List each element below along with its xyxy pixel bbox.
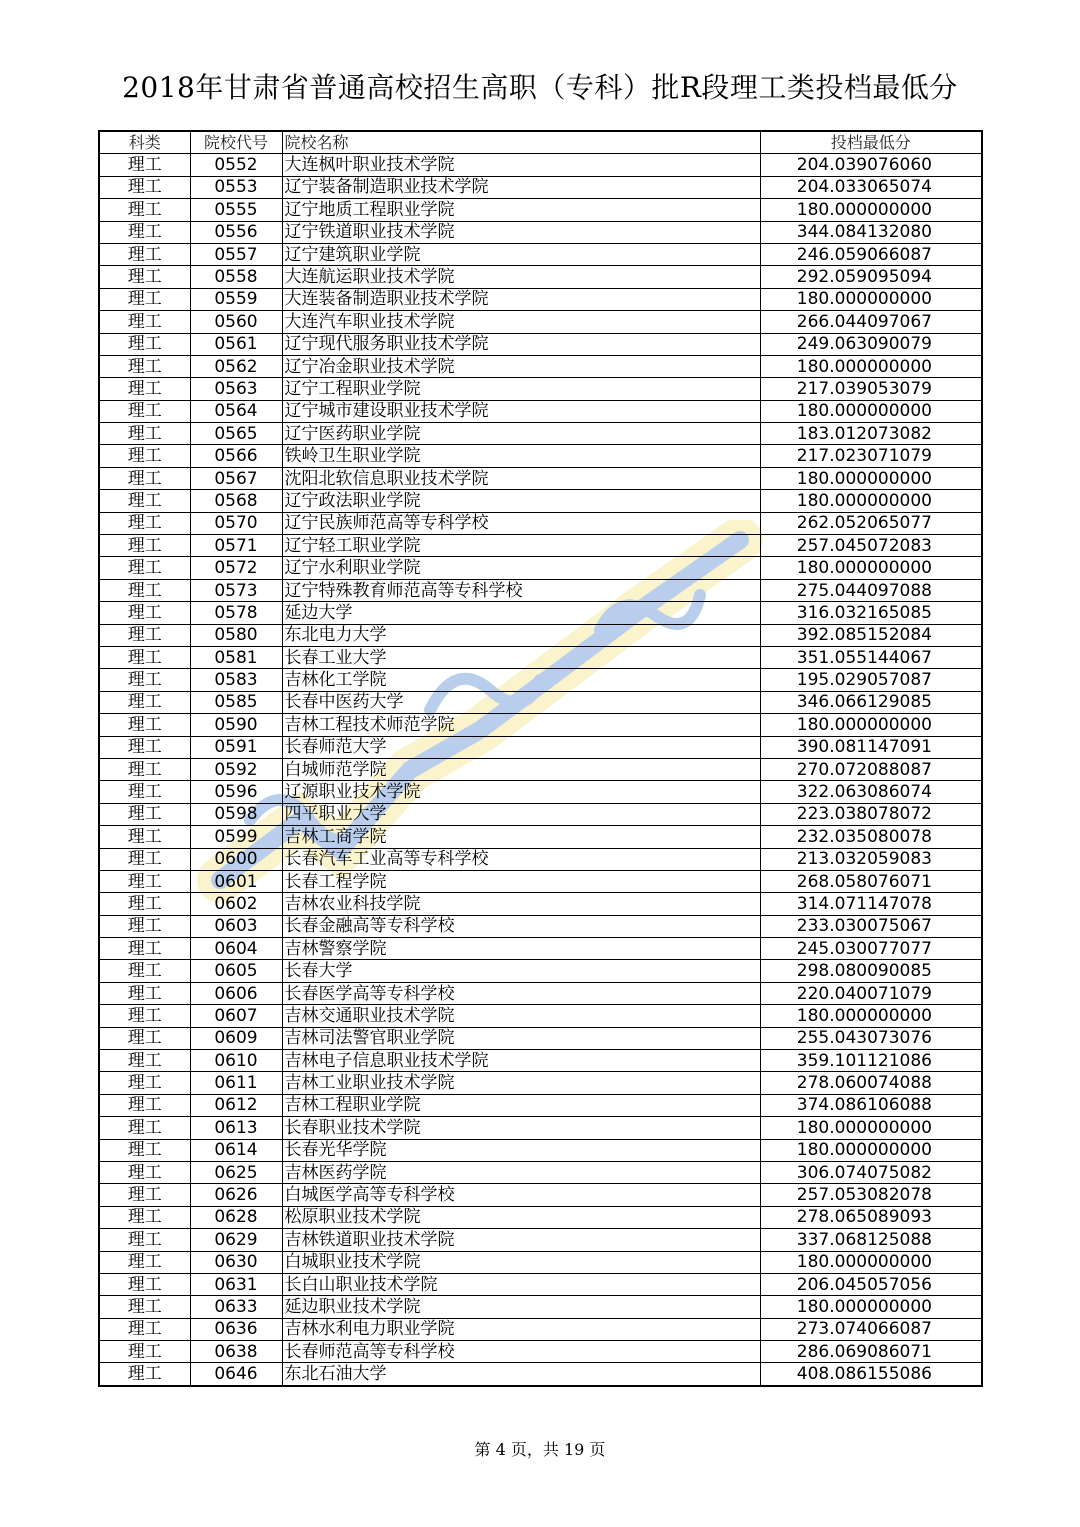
cell-category: 理工 [99,1363,190,1386]
cell-category: 理工 [99,154,190,176]
cell-category: 理工 [99,579,190,601]
cell-min-score: 278.060074088 [760,1072,982,1094]
cell-school-name: 白城师范学院 [282,758,760,780]
cell-school-code: 0568 [190,490,282,512]
cell-school-name: 延边大学 [282,602,760,624]
table-header-row [99,131,982,154]
cell-min-score: 266.044097067 [760,311,982,333]
cell-category: 理工 [99,669,190,691]
cell-school-code: 0602 [190,893,282,915]
page-title: 2018年甘肃省普通高校招生高职（专科）批R段理工类投档最低分 [122,71,958,104]
cell-school-name: 白城医学高等专科学校 [282,1184,760,1206]
cell-category: 理工 [99,333,190,355]
cell-school-code: 0583 [190,669,282,691]
table-row [99,467,982,489]
cell-school-code: 0555 [190,199,282,221]
cell-min-score: 337.068125088 [760,1229,982,1251]
cell-school-code: 0596 [190,781,282,803]
cell-school-code: 0603 [190,915,282,937]
cell-min-score: 180.000000000 [760,400,982,422]
cell-min-score: 217.023071079 [760,445,982,467]
cell-min-score: 180.000000000 [760,1005,982,1027]
cell-category: 理工 [99,1273,190,1295]
cell-category: 理工 [99,736,190,758]
cell-min-score: 344.084132080 [760,221,982,243]
cell-school-code: 0599 [190,826,282,848]
cell-min-score: 180.000000000 [760,467,982,489]
cell-min-score: 180.000000000 [760,714,982,736]
cell-school-code: 0590 [190,714,282,736]
cell-school-code: 0561 [190,333,282,355]
table-row [99,624,982,646]
cell-school-code: 0613 [190,1117,282,1139]
cell-school-name: 大连装备制造职业技术学院 [282,288,760,310]
cell-school-name: 辽宁医药职业学院 [282,423,760,445]
cell-category: 理工 [99,960,190,982]
cell-school-name: 辽宁政法职业学院 [282,490,760,512]
table-row [99,512,982,534]
table-row [99,1296,982,1318]
cell-school-name: 辽宁民族师范高等专科学校 [282,512,760,534]
table-row [99,243,982,265]
cell-category: 理工 [99,1027,190,1049]
table-row [99,176,982,198]
cell-school-name: 吉林工程职业学院 [282,1094,760,1116]
cell-min-score: 257.053082078 [760,1184,982,1206]
cell-min-score: 351.055144067 [760,646,982,668]
cell-min-score: 249.063090079 [760,333,982,355]
cell-school-code: 0560 [190,311,282,333]
cell-school-code: 0580 [190,624,282,646]
cell-school-name: 长春中医药大学 [282,691,760,713]
cell-school-code: 0626 [190,1184,282,1206]
cell-category: 理工 [99,691,190,713]
cell-school-code: 0636 [190,1318,282,1340]
table-row [99,1117,982,1139]
cell-min-score: 270.072088087 [760,758,982,780]
cell-school-name: 吉林警察学院 [282,938,760,960]
cell-category: 理工 [99,646,190,668]
cell-school-name: 吉林工业职业技术学院 [282,1072,760,1094]
table-row [99,893,982,915]
cell-school-name: 辽宁装备制造职业技术学院 [282,176,760,198]
header-category: 科类 [99,131,190,154]
table-row [99,646,982,668]
table-row [99,199,982,221]
cell-school-code: 0600 [190,848,282,870]
table-row [99,490,982,512]
cell-min-score: 255.043073076 [760,1027,982,1049]
cell-min-score: 233.030075067 [760,915,982,937]
cell-min-score: 275.044097088 [760,579,982,601]
cell-min-score: 314.071147078 [760,893,982,915]
cell-min-score: 180.000000000 [760,1117,982,1139]
cell-school-code: 0563 [190,378,282,400]
cell-school-name: 辽宁特殊教育师范高等专科学校 [282,579,760,601]
table-row [99,826,982,848]
table-row [99,221,982,243]
cell-min-score: 204.039076060 [760,154,982,176]
cell-school-code: 0552 [190,154,282,176]
cell-min-score: 359.101121086 [760,1050,982,1072]
table-row [99,602,982,624]
cell-school-name: 白城职业技术学院 [282,1251,760,1273]
cell-min-score: 292.059095094 [760,266,982,288]
cell-min-score: 268.058076071 [760,870,982,892]
cell-school-code: 0633 [190,1296,282,1318]
cell-min-score: 257.045072083 [760,535,982,557]
cell-school-code: 0581 [190,646,282,668]
cell-school-name: 吉林交通职业技术学院 [282,1005,760,1027]
cell-school-name: 辽宁水利职业学院 [282,557,760,579]
cell-school-name: 辽宁建筑职业学院 [282,243,760,265]
cell-school-name: 长春光华学院 [282,1139,760,1161]
cell-school-name: 吉林水利电力职业学院 [282,1318,760,1340]
table-row [99,848,982,870]
table-row [99,557,982,579]
cell-category: 理工 [99,758,190,780]
cell-school-name: 辽宁冶金职业技术学院 [282,355,760,377]
cell-min-score: 206.045057056 [760,1273,982,1295]
cell-school-name: 吉林工程技术师范学院 [282,714,760,736]
cell-school-name: 长春师范大学 [282,736,760,758]
cell-school-name: 长春金融高等专科学校 [282,915,760,937]
cell-school-code: 0585 [190,691,282,713]
cell-category: 理工 [99,199,190,221]
table-row [99,378,982,400]
table-row [99,535,982,557]
cell-school-name: 铁岭卫生职业学院 [282,445,760,467]
cell-school-name: 东北石油大学 [282,1363,760,1386]
cell-school-name: 大连枫叶职业技术学院 [282,154,760,176]
table-row [99,1161,982,1183]
cell-school-name: 东北电力大学 [282,624,760,646]
table-row [99,714,982,736]
table-row [99,938,982,960]
table-row [99,1251,982,1273]
cell-category: 理工 [99,1318,190,1340]
cell-min-score: 180.000000000 [760,1251,982,1273]
table-row [99,1273,982,1295]
cell-school-code: 0638 [190,1341,282,1363]
header-school-name: 院校名称 [282,131,760,154]
cell-category: 理工 [99,1161,190,1183]
table-row [99,1072,982,1094]
cell-category: 理工 [99,1296,190,1318]
cell-school-code: 0559 [190,288,282,310]
cell-min-score: 183.012073082 [760,423,982,445]
cell-category: 理工 [99,624,190,646]
cell-category: 理工 [99,467,190,489]
cell-category: 理工 [99,1229,190,1251]
cell-category: 理工 [99,826,190,848]
cell-school-name: 长春大学 [282,960,760,982]
cell-category: 理工 [99,1251,190,1273]
cell-school-code: 0592 [190,758,282,780]
cell-school-name: 辽源职业技术学院 [282,781,760,803]
cell-school-name: 沈阳北软信息职业技术学院 [282,467,760,489]
cell-school-code: 0578 [190,602,282,624]
table-row [99,870,982,892]
cell-min-score: 195.029057087 [760,669,982,691]
cell-min-score: 286.069086071 [760,1341,982,1363]
cell-min-score: 306.074075082 [760,1161,982,1183]
table-row [99,1318,982,1340]
cell-min-score: 278.065089093 [760,1206,982,1228]
cell-school-code: 0628 [190,1206,282,1228]
cell-school-name: 吉林司法警官职业学院 [282,1027,760,1049]
cell-min-score: 180.000000000 [760,288,982,310]
table-row [99,1184,982,1206]
cell-category: 理工 [99,557,190,579]
cell-min-score: 232.035080078 [760,826,982,848]
table-row [99,400,982,422]
table-row [99,1094,982,1116]
cell-school-code: 0564 [190,400,282,422]
table-row [99,1341,982,1363]
cell-school-code: 0573 [190,579,282,601]
cell-category: 理工 [99,400,190,422]
cell-min-score: 217.039053079 [760,378,982,400]
cell-school-code: 0556 [190,221,282,243]
cell-school-code: 0606 [190,982,282,1004]
cell-min-score: 246.059066087 [760,243,982,265]
table-row [99,781,982,803]
cell-school-code: 0553 [190,176,282,198]
cell-category: 理工 [99,311,190,333]
cell-category: 理工 [99,1206,190,1228]
cell-min-score: 262.052065077 [760,512,982,534]
table-row [99,691,982,713]
cell-min-score: 273.074066087 [760,1318,982,1340]
cell-category: 理工 [99,288,190,310]
cell-category: 理工 [99,378,190,400]
cell-category: 理工 [99,266,190,288]
cell-category: 理工 [99,535,190,557]
cell-school-code: 0609 [190,1027,282,1049]
cell-school-name: 辽宁工程职业学院 [282,378,760,400]
cell-min-score: 346.066129085 [760,691,982,713]
page-footer: 第 4 页，共 19 页 [474,1440,606,1459]
cell-school-name: 长春医学高等专科学校 [282,982,760,1004]
cell-category: 理工 [99,176,190,198]
cell-school-name: 长春工业大学 [282,646,760,668]
cell-min-score: 322.063086074 [760,781,982,803]
cell-category: 理工 [99,423,190,445]
table-row [99,960,982,982]
cell-category: 理工 [99,355,190,377]
cell-school-code: 0614 [190,1139,282,1161]
table-row [99,579,982,601]
cell-school-name: 松原职业技术学院 [282,1206,760,1228]
cell-category: 理工 [99,781,190,803]
table-row [99,333,982,355]
cell-min-score: 390.081147091 [760,736,982,758]
cell-school-name: 吉林化工学院 [282,669,760,691]
cell-min-score: 180.000000000 [760,355,982,377]
cell-category: 理工 [99,870,190,892]
cell-school-name: 长春汽车工业高等专科学校 [282,848,760,870]
cell-min-score: 180.000000000 [760,557,982,579]
table-row [99,915,982,937]
table-row [99,311,982,333]
cell-school-name: 四平职业大学 [282,803,760,825]
cell-category: 理工 [99,848,190,870]
cell-category: 理工 [99,915,190,937]
cell-school-name: 吉林农业科技学院 [282,893,760,915]
cell-category: 理工 [99,512,190,534]
cell-category: 理工 [99,893,190,915]
table-row [99,445,982,467]
cell-min-score: 213.032059083 [760,848,982,870]
cell-school-code: 0646 [190,1363,282,1386]
cell-category: 理工 [99,714,190,736]
table-row [99,758,982,780]
table-row [99,982,982,1004]
cell-school-name: 吉林电子信息职业技术学院 [282,1050,760,1072]
cell-category: 理工 [99,1139,190,1161]
cell-school-code: 0612 [190,1094,282,1116]
cell-school-code: 0604 [190,938,282,960]
table-row [99,1050,982,1072]
cell-school-code: 0566 [190,445,282,467]
cell-category: 理工 [99,1072,190,1094]
cell-school-code: 0607 [190,1005,282,1027]
cell-school-name: 吉林医药学院 [282,1161,760,1183]
cell-school-code: 0572 [190,557,282,579]
cell-min-score: 223.038078072 [760,803,982,825]
cell-school-name: 大连汽车职业技术学院 [282,311,760,333]
cell-category: 理工 [99,490,190,512]
cell-min-score: 180.000000000 [760,199,982,221]
table-row [99,803,982,825]
cell-min-score: 298.080090085 [760,960,982,982]
cell-category: 理工 [99,221,190,243]
cell-school-name: 长春师范高等专科学校 [282,1341,760,1363]
cell-min-score: 220.040071079 [760,982,982,1004]
cell-school-code: 0631 [190,1273,282,1295]
cell-min-score: 245.030077077 [760,938,982,960]
table-row [99,423,982,445]
table-row [99,288,982,310]
table-row [99,1363,982,1386]
cell-category: 理工 [99,938,190,960]
cell-school-name: 吉林铁道职业技术学院 [282,1229,760,1251]
cell-min-score: 316.032165085 [760,602,982,624]
cell-school-name: 长春职业技术学院 [282,1117,760,1139]
cell-school-name: 长白山职业技术学院 [282,1273,760,1295]
cell-school-name: 长春工程学院 [282,870,760,892]
cell-min-score: 180.000000000 [760,1139,982,1161]
cell-category: 理工 [99,1341,190,1363]
cell-category: 理工 [99,1184,190,1206]
table-row [99,355,982,377]
cell-school-name: 辽宁城市建设职业技术学院 [282,400,760,422]
cell-school-code: 0557 [190,243,282,265]
cell-school-name: 辽宁地质工程职业学院 [282,199,760,221]
cell-school-code: 0598 [190,803,282,825]
cell-school-code: 0610 [190,1050,282,1072]
table-row [99,1139,982,1161]
header-school-code: 院校代号 [190,131,282,154]
table-row [99,1229,982,1251]
cell-min-score: 408.086155086 [760,1363,982,1386]
cell-category: 理工 [99,1005,190,1027]
cell-school-code: 0611 [190,1072,282,1094]
cell-category: 理工 [99,602,190,624]
cell-school-code: 0571 [190,535,282,557]
table-row [99,736,982,758]
cell-category: 理工 [99,1117,190,1139]
score-table [98,130,983,1387]
cell-school-code: 0567 [190,467,282,489]
cell-category: 理工 [99,243,190,265]
cell-min-score: 204.033065074 [760,176,982,198]
cell-school-name: 吉林工商学院 [282,826,760,848]
cell-category: 理工 [99,803,190,825]
cell-school-code: 0562 [190,355,282,377]
cell-category: 理工 [99,982,190,1004]
cell-school-code: 0565 [190,423,282,445]
table-row [99,1206,982,1228]
cell-category: 理工 [99,445,190,467]
cell-min-score: 374.086106088 [760,1094,982,1116]
cell-school-code: 0570 [190,512,282,534]
cell-school-code: 0629 [190,1229,282,1251]
table-row [99,154,982,176]
cell-school-code: 0601 [190,870,282,892]
cell-school-name: 延边职业技术学院 [282,1296,760,1318]
cell-school-name: 大连航运职业技术学院 [282,266,760,288]
cell-school-code: 0605 [190,960,282,982]
cell-school-code: 0591 [190,736,282,758]
table-row [99,1005,982,1027]
cell-school-code: 0558 [190,266,282,288]
cell-category: 理工 [99,1050,190,1072]
cell-min-score: 392.085152084 [760,624,982,646]
cell-school-code: 0625 [190,1161,282,1183]
cell-min-score: 180.000000000 [760,490,982,512]
cell-school-name: 辽宁现代服务职业技术学院 [282,333,760,355]
table-row [99,1027,982,1049]
table-row [99,669,982,691]
header-min-score: 投档最低分 [760,131,982,154]
cell-school-name: 辽宁铁道职业技术学院 [282,221,760,243]
cell-school-name: 辽宁轻工职业学院 [282,535,760,557]
cell-school-code: 0630 [190,1251,282,1273]
table-row [99,266,982,288]
cell-min-score: 180.000000000 [760,1296,982,1318]
cell-category: 理工 [99,1094,190,1116]
